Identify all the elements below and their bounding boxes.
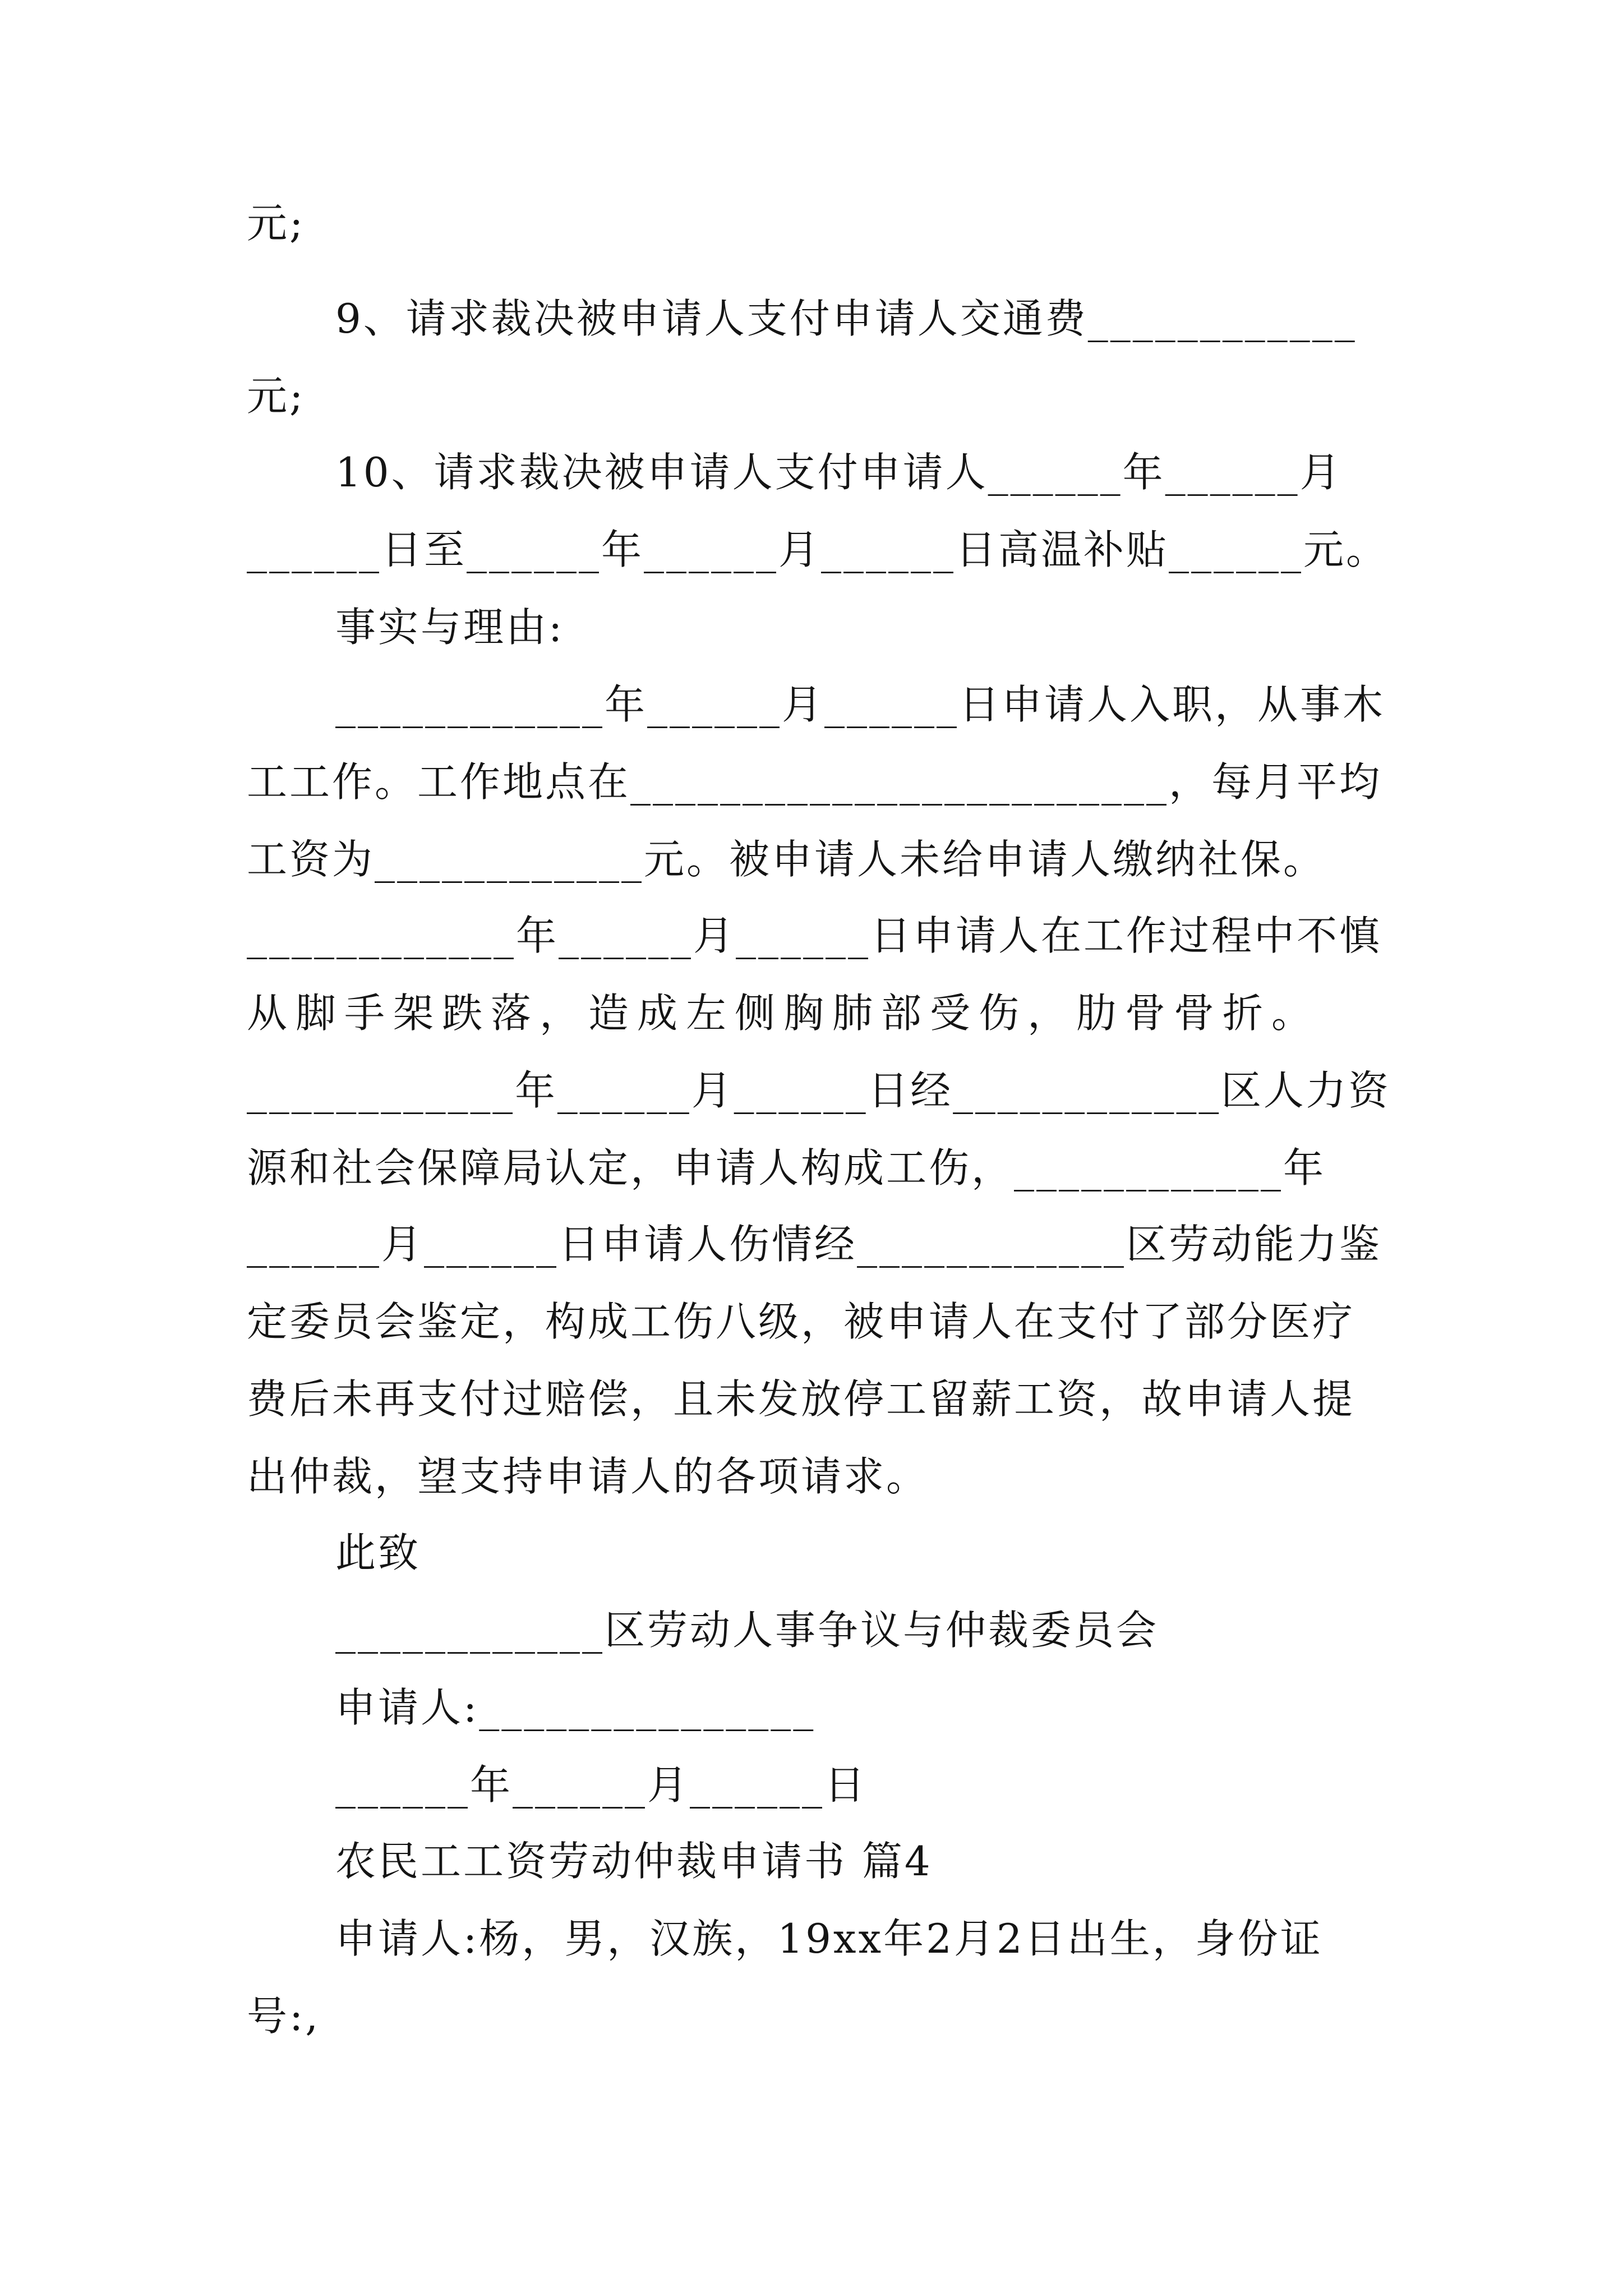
text-line: ____________区劳动人事争议与仲裁委员会: [335, 1607, 1159, 1654]
text-line: 此致: [335, 1529, 421, 1576]
text-line: ______月______日申请人伤情经____________区劳动能力鉴: [247, 1221, 1382, 1268]
text-line: 元;: [247, 200, 306, 247]
text-line: ____________年______月______日经____________区人力资: [247, 1067, 1391, 1114]
text-line: ______年______月______日: [335, 1761, 867, 1809]
text-line: 源和社会保障局认定，申请人构成工伤，____________年: [247, 1144, 1326, 1191]
text-line: 10、请求裁决被申请人支付申请人______年______月: [335, 449, 1343, 496]
text-line: 出仲裁，望支持申请人的各项请求。: [247, 1453, 929, 1500]
text-line: 工资为____________元。被申请人未给申请人缴纳社保。: [247, 836, 1326, 883]
text-line: ______日至______年______月______日高温补贴______元。: [247, 526, 1389, 573]
text-line: 元;: [247, 372, 306, 420]
text-line: 费后未再支付过赔偿，且未发放停工留薪工资，故申请人提: [247, 1375, 1355, 1423]
section-heading: 农民工工资劳动仲裁申请书 篇4: [335, 1838, 933, 1885]
text-line: ____________年______月______日申请人在工作过程中不慎: [247, 912, 1382, 959]
text-line: 申请人:杨，男，汉族，19xx年2月2日出生，身份证: [335, 1915, 1323, 1962]
text-line: 事实与理由:: [335, 604, 565, 651]
text-line: 定委员会鉴定，构成工伤八级，被申请人在支付了部分医疗: [247, 1298, 1355, 1345]
text-line: 申请人:_______________: [335, 1684, 816, 1731]
text-line: 从脚手架跌落，造成左侧胸肺部受伤，肋骨骨折。: [247, 990, 1321, 1037]
text-line: 工工作。工作地点在________________________，每月平均: [247, 758, 1382, 806]
text-line: 号:,: [247, 1993, 321, 2040]
text-line: 9、请求裁决被申请人支付申请人交通费____________: [335, 295, 1357, 342]
text-line: ____________年______月______日申请人入职，从事木: [335, 681, 1386, 728]
